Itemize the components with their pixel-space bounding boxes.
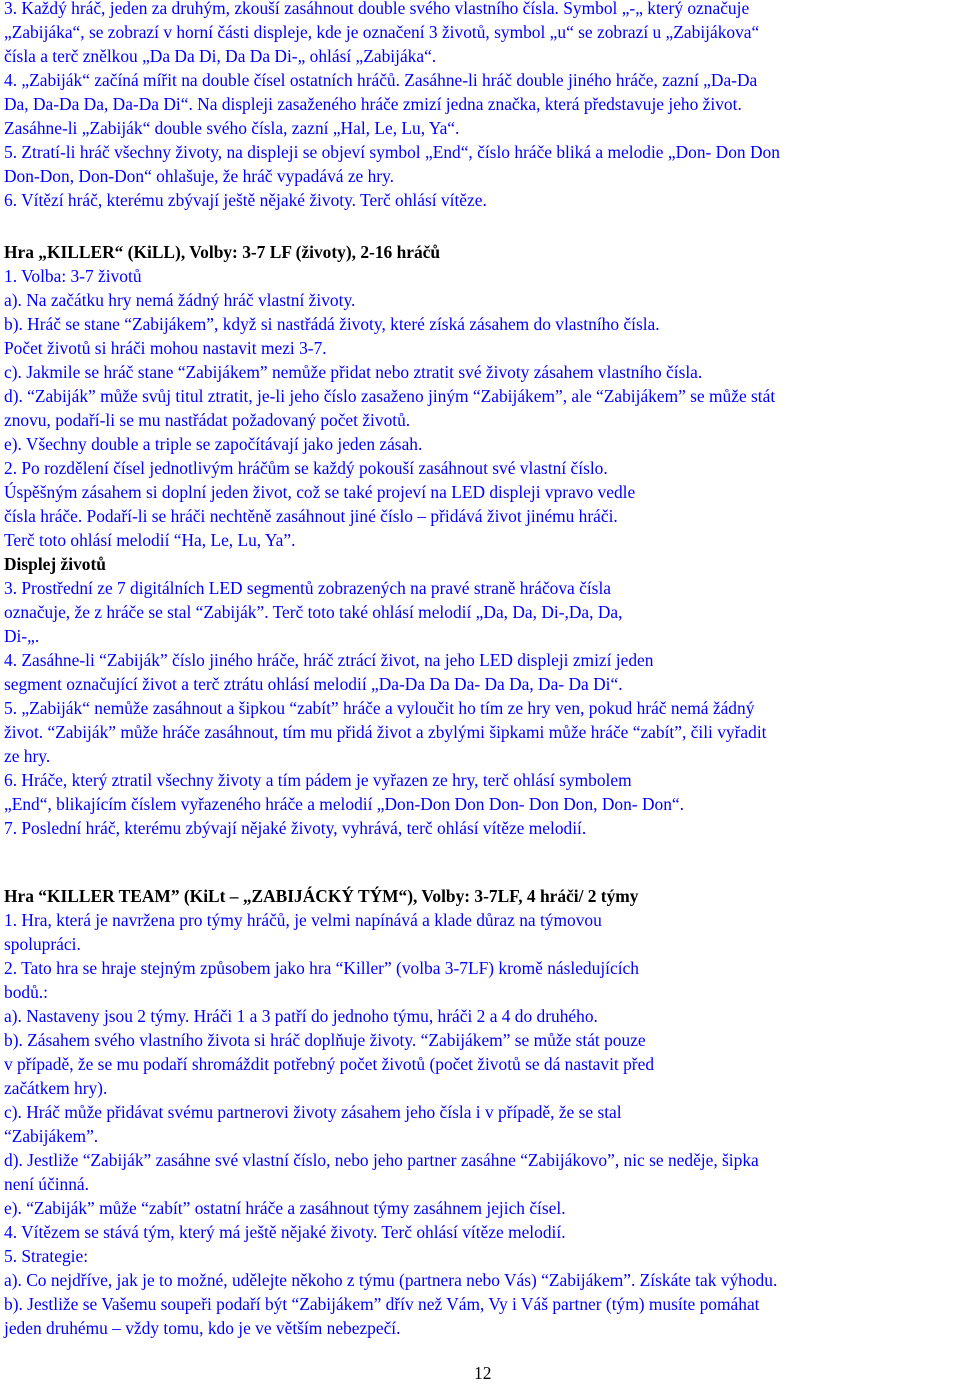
text-line: d). Jestliže “Zabiják” zasáhne své vlastní číslo, nebo jeho partner zasáhne “Zabijákovo”, nic se neděje, šipka: [4, 1150, 759, 1170]
text-line: bodů.:: [4, 982, 48, 1002]
text-line: 5. „Zabiják“ nemůže zasáhnout a šipkou “zabít” hráče a vyloučit ho tím ze hry ven, pokud hráč nemá žádný: [4, 698, 755, 718]
text-line: Počet životů si hráči mohou nastavit mezi 3-7.: [4, 338, 327, 358]
text-line: 6. Hráče, který ztratil všechny životy a tím pádem je vyřazen ze hry, terč ohlásí symbolem: [4, 770, 632, 790]
text-line: Don-Don, Don-Don“ ohlašuje, že hráč vypadává ze hry.: [4, 166, 395, 186]
text-line: Úspěšným zásahem si doplní jeden život, což se také projeví na LED displeji vpravo vedle: [4, 482, 636, 502]
text-line: b). Jestliže se Vašemu soupeři podaří být “Zabijákem” dřív než Vám, Vy i Váš partner (tým) musíte pomáhat: [4, 1294, 760, 1314]
text-line: 3. Prostřední ze 7 digitálních LED segmentů zobrazených na pravé straně hráčova čísla: [4, 578, 611, 598]
text-line: 7. Poslední hráč, kterému zbývají nějaké životy, vyhrává, terč ohlásí vítěze melodií.: [4, 818, 587, 838]
section-heading-killer: Hra „KILLER“ (KiLL), Volby: 3-7 LF (životy), 2-16 hráčů: [4, 242, 441, 262]
text-line: označuje, že z hráče se stal “Zabiják”. Terč toto také ohlásí melodií „Da, Da, Di-,Da, Da,: [4, 602, 623, 622]
text-line: 4. Zasáhne-li “Zabiják” číslo jiného hráče, hráč ztrácí život, na jeho LED displeji zmizí jeden: [4, 650, 654, 670]
text-line: 2. Po rozdělení čísel jednotlivým hráčům se každý pokouší zasáhnout své vlastní číslo.: [4, 458, 608, 478]
text-line: “Zabijákem”.: [4, 1126, 99, 1146]
text-line: v případě, že se mu podaří shromáždit potřebný počet životů (počet životů se dá nastavit před: [4, 1054, 655, 1074]
text-line: 5. Strategie:: [4, 1246, 89, 1266]
text-line: e). Všechny double a triple se započítávají jako jeden zásah.: [4, 434, 423, 454]
text-line: jeden druhému – vždy tomu, kdo je ve větším nebezpečí.: [4, 1318, 401, 1338]
text-line: a). Na začátku hry nemá žádný hráč vlastní životy.: [4, 290, 356, 310]
text-line: 1. Hra, která je navržena pro týmy hráčů, je velmi napínává a klade důraz na týmovou: [4, 910, 602, 930]
text-line: b). Zásahem svého vlastního života si hráč doplňuje životy. “Zabijákem” se může stát pouze: [4, 1030, 646, 1050]
text-line: d). “Zabiják” může svůj titul ztratit, je-li jeho číslo zasaženo jiným “Zabijákem”, ale “Zabijákem” se může stát: [4, 386, 776, 406]
section-heading-killer-team: Hra “KILLER TEAM” (KiLt – „ZABIJÁCKÝ TÝM“), Volby: 3-7LF, 4 hráči/ 2 týmy: [4, 886, 639, 906]
text-line: ze hry.: [4, 746, 51, 766]
text-line: segment označující život a terč ztrátu ohlásí melodií „Da-Da Da Da- Da Da, Da- Da Di“.: [4, 674, 623, 694]
subheading-display: Displej životů: [4, 554, 106, 574]
text-line: spolupráci.: [4, 934, 81, 954]
text-line: c). Jakmile se hráč stane “Zabijákem” nemůže přidat nebo ztratit své životy zásahem vlastního čísla.: [4, 362, 703, 382]
text-line: Di-„.: [4, 626, 40, 646]
text-line: 3. Každý hráč, jeden za druhým, zkouší zasáhnout double svého vlastního čísla. Symbol „-„ který označuje: [4, 0, 750, 18]
text-line: 1. Volba: 3-7 životů: [4, 266, 142, 286]
text-line: 4. „Zabiják“ začíná mířit na double čísel ostatních hráčů. Zasáhne-li hráč double jiného hráče, zazní „Da-Da: [4, 70, 758, 90]
text-line: Da, Da-Da Da, Da-Da Di“. Na displeji zasaženého hráče zmizí jedna značka, která představuje jeho život.: [4, 94, 742, 114]
text-line: 6. Vítězí hráč, kterému zbývají ještě nějaké životy. Terč ohlásí vítěze.: [4, 190, 487, 210]
text-line: život. “Zabiják” může hráče zasáhnout, tím mu přidá život a zbylými šipkami může hráče “zabít”, čili vyřadit: [4, 722, 767, 742]
text-line: 2. Tato hra se hraje stejným způsobem jako hra “Killer” (volba 3-7LF) kromě následujících: [4, 958, 639, 978]
text-line: b). Hráč se stane “Zabijákem”, když si nastřádá životy, které získá zásahem do vlastního čísla.: [4, 314, 660, 334]
text-line: začátkem hry).: [4, 1078, 108, 1098]
text-line: „Zabijáka“, se zobrazí v horní části displeje, kde je označení 3 životů, symbol „u“ se zobrazí u „Zabijákova“: [4, 22, 760, 42]
text-line: „End“, blikajícím číslem vyřazeného hráče a melodií „Don-Don Don Don- Don Don, Don- Don“.: [4, 794, 684, 814]
text-line: 4. Vítězem se stává tým, který má ještě nějaké životy. Terč ohlásí vítěze melodií.: [4, 1222, 566, 1242]
text-line: e). “Zabiják” může “zabít” ostatní hráče a zasáhnout týmy zasáhnem jejich čísel.: [4, 1198, 566, 1218]
page-number: 12: [474, 1363, 492, 1383]
text-line: a). Co nejdříve, jak je to možné, udělejte někoho z týmu (partnera nebo Vás) “Zabijákem”. Získáte tak výhodu.: [4, 1270, 778, 1290]
text-line: Zasáhne-li „Zabiják“ double svého čísla, zazní „Hal, Le, Lu, Ya“.: [4, 118, 460, 138]
text-line: Terč toto ohlásí melodií “Ha, Le, Lu, Ya”.: [4, 530, 296, 550]
text-line: není účinná.: [4, 1174, 89, 1194]
text-line: c). Hráč může přidávat svému partnerovi životy zásahem jeho čísla i v případě, že se stal: [4, 1102, 622, 1122]
text-line: 5. Ztratí-li hráč všechny životy, na displeji se objeví symbol „End“, číslo hráče bliká a melodie „Don- Don Don: [4, 142, 780, 162]
text-line: čísla hráče. Podaří-li se hráči nechtěně zasáhnout jiné číslo – přidává život jinému hráči.: [4, 506, 618, 526]
text-line: znovu, podaří-li se mu nastřádat požadovaný počet životů.: [4, 410, 411, 430]
text-line: čísla a terč znělkou „Da Da Di, Da Da Di-„ ohlásí „Zabijáka“.: [4, 46, 437, 66]
text-line: a). Nastaveny jsou 2 týmy. Hráči 1 a 3 patří do jednoho týmu, hráči 2 a 4 do druhého.: [4, 1006, 598, 1026]
